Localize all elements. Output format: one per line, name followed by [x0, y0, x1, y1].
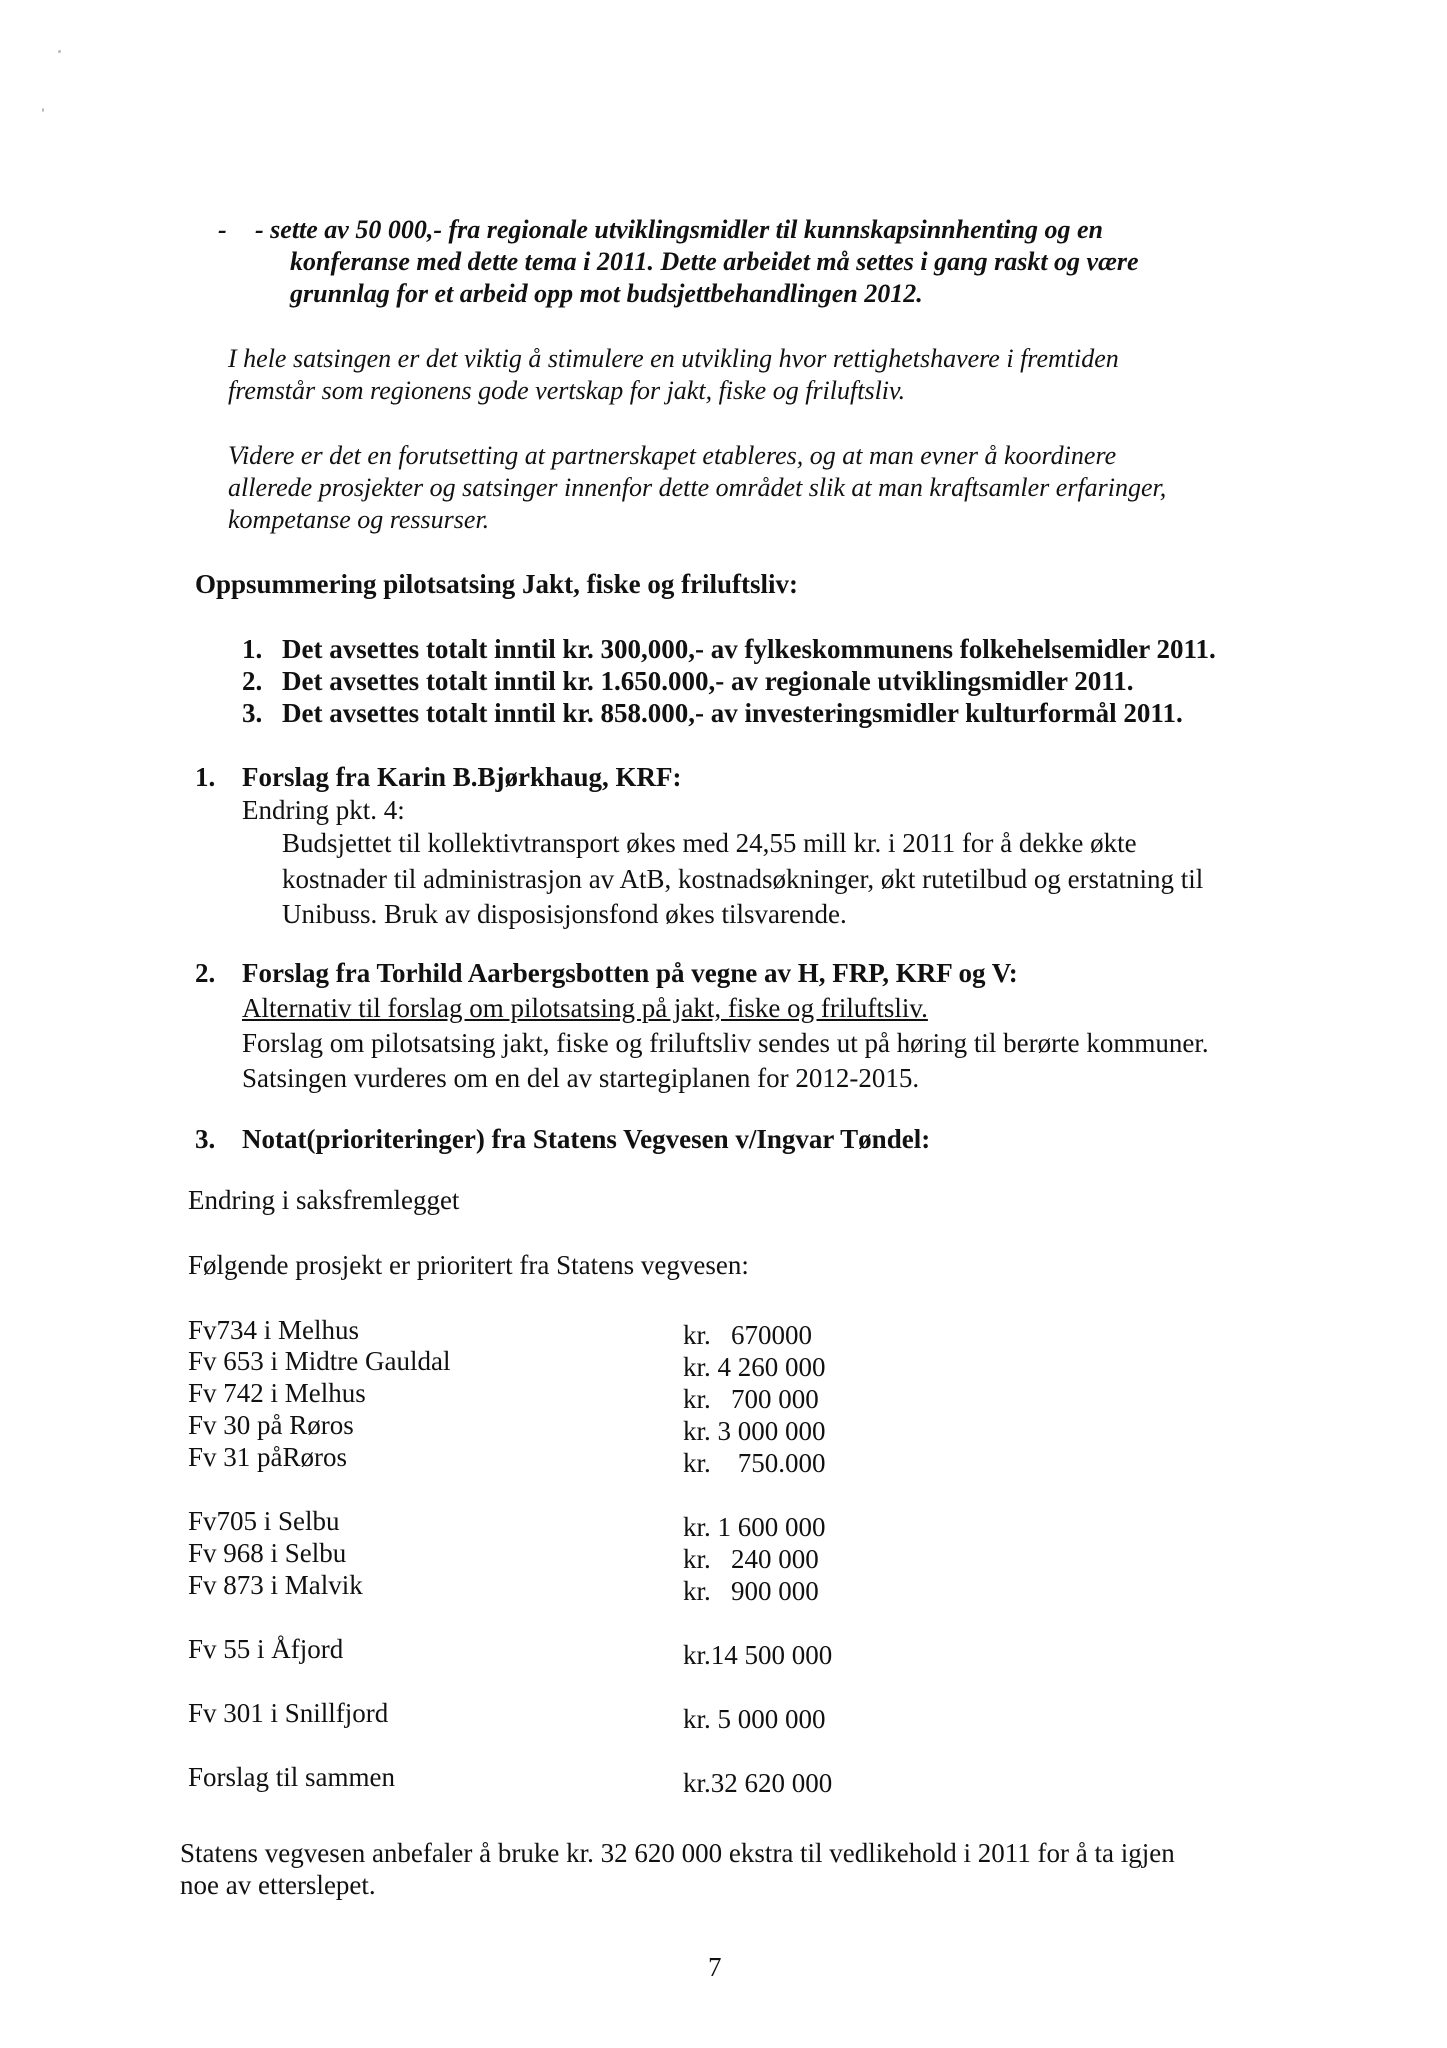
summary-item-number: 3.: [242, 698, 263, 728]
project-amount: kr. 4 260 000: [683, 1352, 826, 1382]
project-name: Fv 301 i Snillfjord: [188, 1698, 389, 1728]
note-3-change: Endring i saksfremlegget: [188, 1185, 460, 1215]
note-3-prioritized: Følgende prosjekt er prioritert fra Statens vegvesen:: [188, 1250, 749, 1280]
proposal-2-line: Satsingen vurderes om en del av startegiplanen for 2012-2015.: [242, 1063, 920, 1093]
proposal-1-number: 1.: [195, 762, 216, 792]
intro-bullet-line-2: konferanse med dette tema i 2011. Dette arbeidet må settes i gang raskt og være: [290, 247, 1139, 276]
summary-heading: Oppsummering pilotsatsing Jakt, fiske og friluftsliv:: [195, 569, 799, 599]
proposal-2-title: Forslag fra Torhild Aarbergsbotten på vegne av H, FRP, KRF og V:: [242, 958, 1018, 988]
recommendation-line: noe av etterslepet.: [180, 1870, 376, 1900]
summary-item-text: Det avsettes totalt inntil kr. 1.650.000,- av regionale utviklingsmidler 2011.: [282, 666, 1134, 696]
paragraph-line: kompetanse og ressurser.: [228, 505, 490, 534]
proposal-1-line: kostnader til administrasjon av AtB, kostnadsøkninger, økt rutetilbud og erstatning til: [282, 864, 1204, 894]
project-name: Fv734 i Melhus: [188, 1315, 360, 1345]
project-name: Fv 968 i Selbu: [188, 1538, 347, 1568]
proposal-2-line: Forslag om pilotsatsing jakt, fiske og friluftsliv sendes ut på høring til berørte kommuner.: [242, 1028, 1209, 1058]
project-name: Fv 31 påRøros: [188, 1442, 348, 1472]
summary-item-text: Det avsettes totalt inntil kr. 300,000,- av fylkeskommunens folkehelsemidler 2011.: [282, 634, 1216, 664]
project-amount: kr. 750.000: [683, 1448, 826, 1478]
project-name: Fv 742 i Melhus: [188, 1378, 366, 1408]
project-amount: kr. 900 000: [683, 1576, 819, 1606]
intro-bullet-line-1: - sette av 50 000,- fra regionale utviklingsmidler til kunnskapsinnhenting og en: [255, 215, 1103, 244]
paragraph-line: Videre er det en forutsetting at partnerskapet etableres, og at man evner å koordinere: [228, 441, 1117, 470]
note-3-title: Notat(prioriteringer) fra Statens Vegvesen v/Ingvar Tøndel:: [242, 1124, 931, 1154]
project-total-label: Forslag til sammen: [188, 1762, 395, 1792]
intro-bullet-line-3: grunnlag for et arbeid opp mot budsjettbehandlingen 2012.: [290, 279, 923, 308]
proposal-2-underlined: Alternativ til forslag om pilotsatsing på jakt, fiske og friluftsliv.: [242, 993, 928, 1023]
proposal-1-line: Unibuss. Bruk av disposisjonsfond økes tilsvarende.: [282, 899, 847, 929]
project-name: Fv 873 i Malvik: [188, 1570, 363, 1600]
summary-item-number: 1.: [242, 634, 263, 664]
proposal-1-subtitle: Endring pkt. 4:: [242, 795, 405, 825]
proposal-1-title: Forslag fra Karin B.Bjørkhaug, KRF:: [242, 762, 682, 792]
project-amount: kr. 5 000 000: [683, 1704, 826, 1734]
proposal-2-number: 2.: [195, 958, 216, 988]
project-name: Fv 55 i Åfjord: [188, 1634, 344, 1664]
summary-item-number: 2.: [242, 666, 263, 696]
project-total-amount: kr.32 620 000: [683, 1768, 833, 1798]
project-name: Fv 30 på Røros: [188, 1410, 354, 1440]
intro-bullet-dash: -: [218, 215, 227, 244]
project-name: Fv 653 i Midtre Gauldal: [188, 1346, 451, 1376]
page-number: 7: [708, 1952, 722, 1982]
note-3-number: 3.: [195, 1124, 216, 1154]
proposal-1-line: Budsjettet til kollektivtransport økes med 24,55 mill kr. i 2011 for å dekke økte: [282, 828, 1137, 858]
paragraph-line: I hele satsingen er det viktig å stimulere en utvikling hvor rettighetshavere i fremtiden: [228, 344, 1119, 373]
project-amount: kr. 700 000: [683, 1384, 819, 1414]
recommendation-line: Statens vegvesen anbefaler å bruke kr. 32 620 000 ekstra til vedlikehold i 2011 for å ta igjen: [180, 1838, 1175, 1868]
paragraph-line: allerede prosjekter og satsinger innenfor dette området slik at man kraftsamler erfaringer,: [228, 473, 1167, 502]
project-amount: kr. 670000: [683, 1320, 813, 1350]
project-name: Fv705 i Selbu: [188, 1506, 340, 1536]
project-amount: kr. 240 000: [683, 1544, 819, 1574]
project-amount: kr.14 500 000: [683, 1640, 833, 1670]
paragraph-line: fremstår som regionens gode vertskap for jakt, fiske og friluftsliv.: [228, 376, 906, 405]
scan-speck: [42, 108, 44, 112]
project-amount: kr. 1 600 000: [683, 1512, 826, 1542]
scan-speck: [58, 50, 61, 53]
summary-item-text: Det avsettes totalt inntil kr. 858.000,- av investeringsmidler kulturformål 2011.: [282, 698, 1183, 728]
project-amount: kr. 3 000 000: [683, 1416, 826, 1446]
